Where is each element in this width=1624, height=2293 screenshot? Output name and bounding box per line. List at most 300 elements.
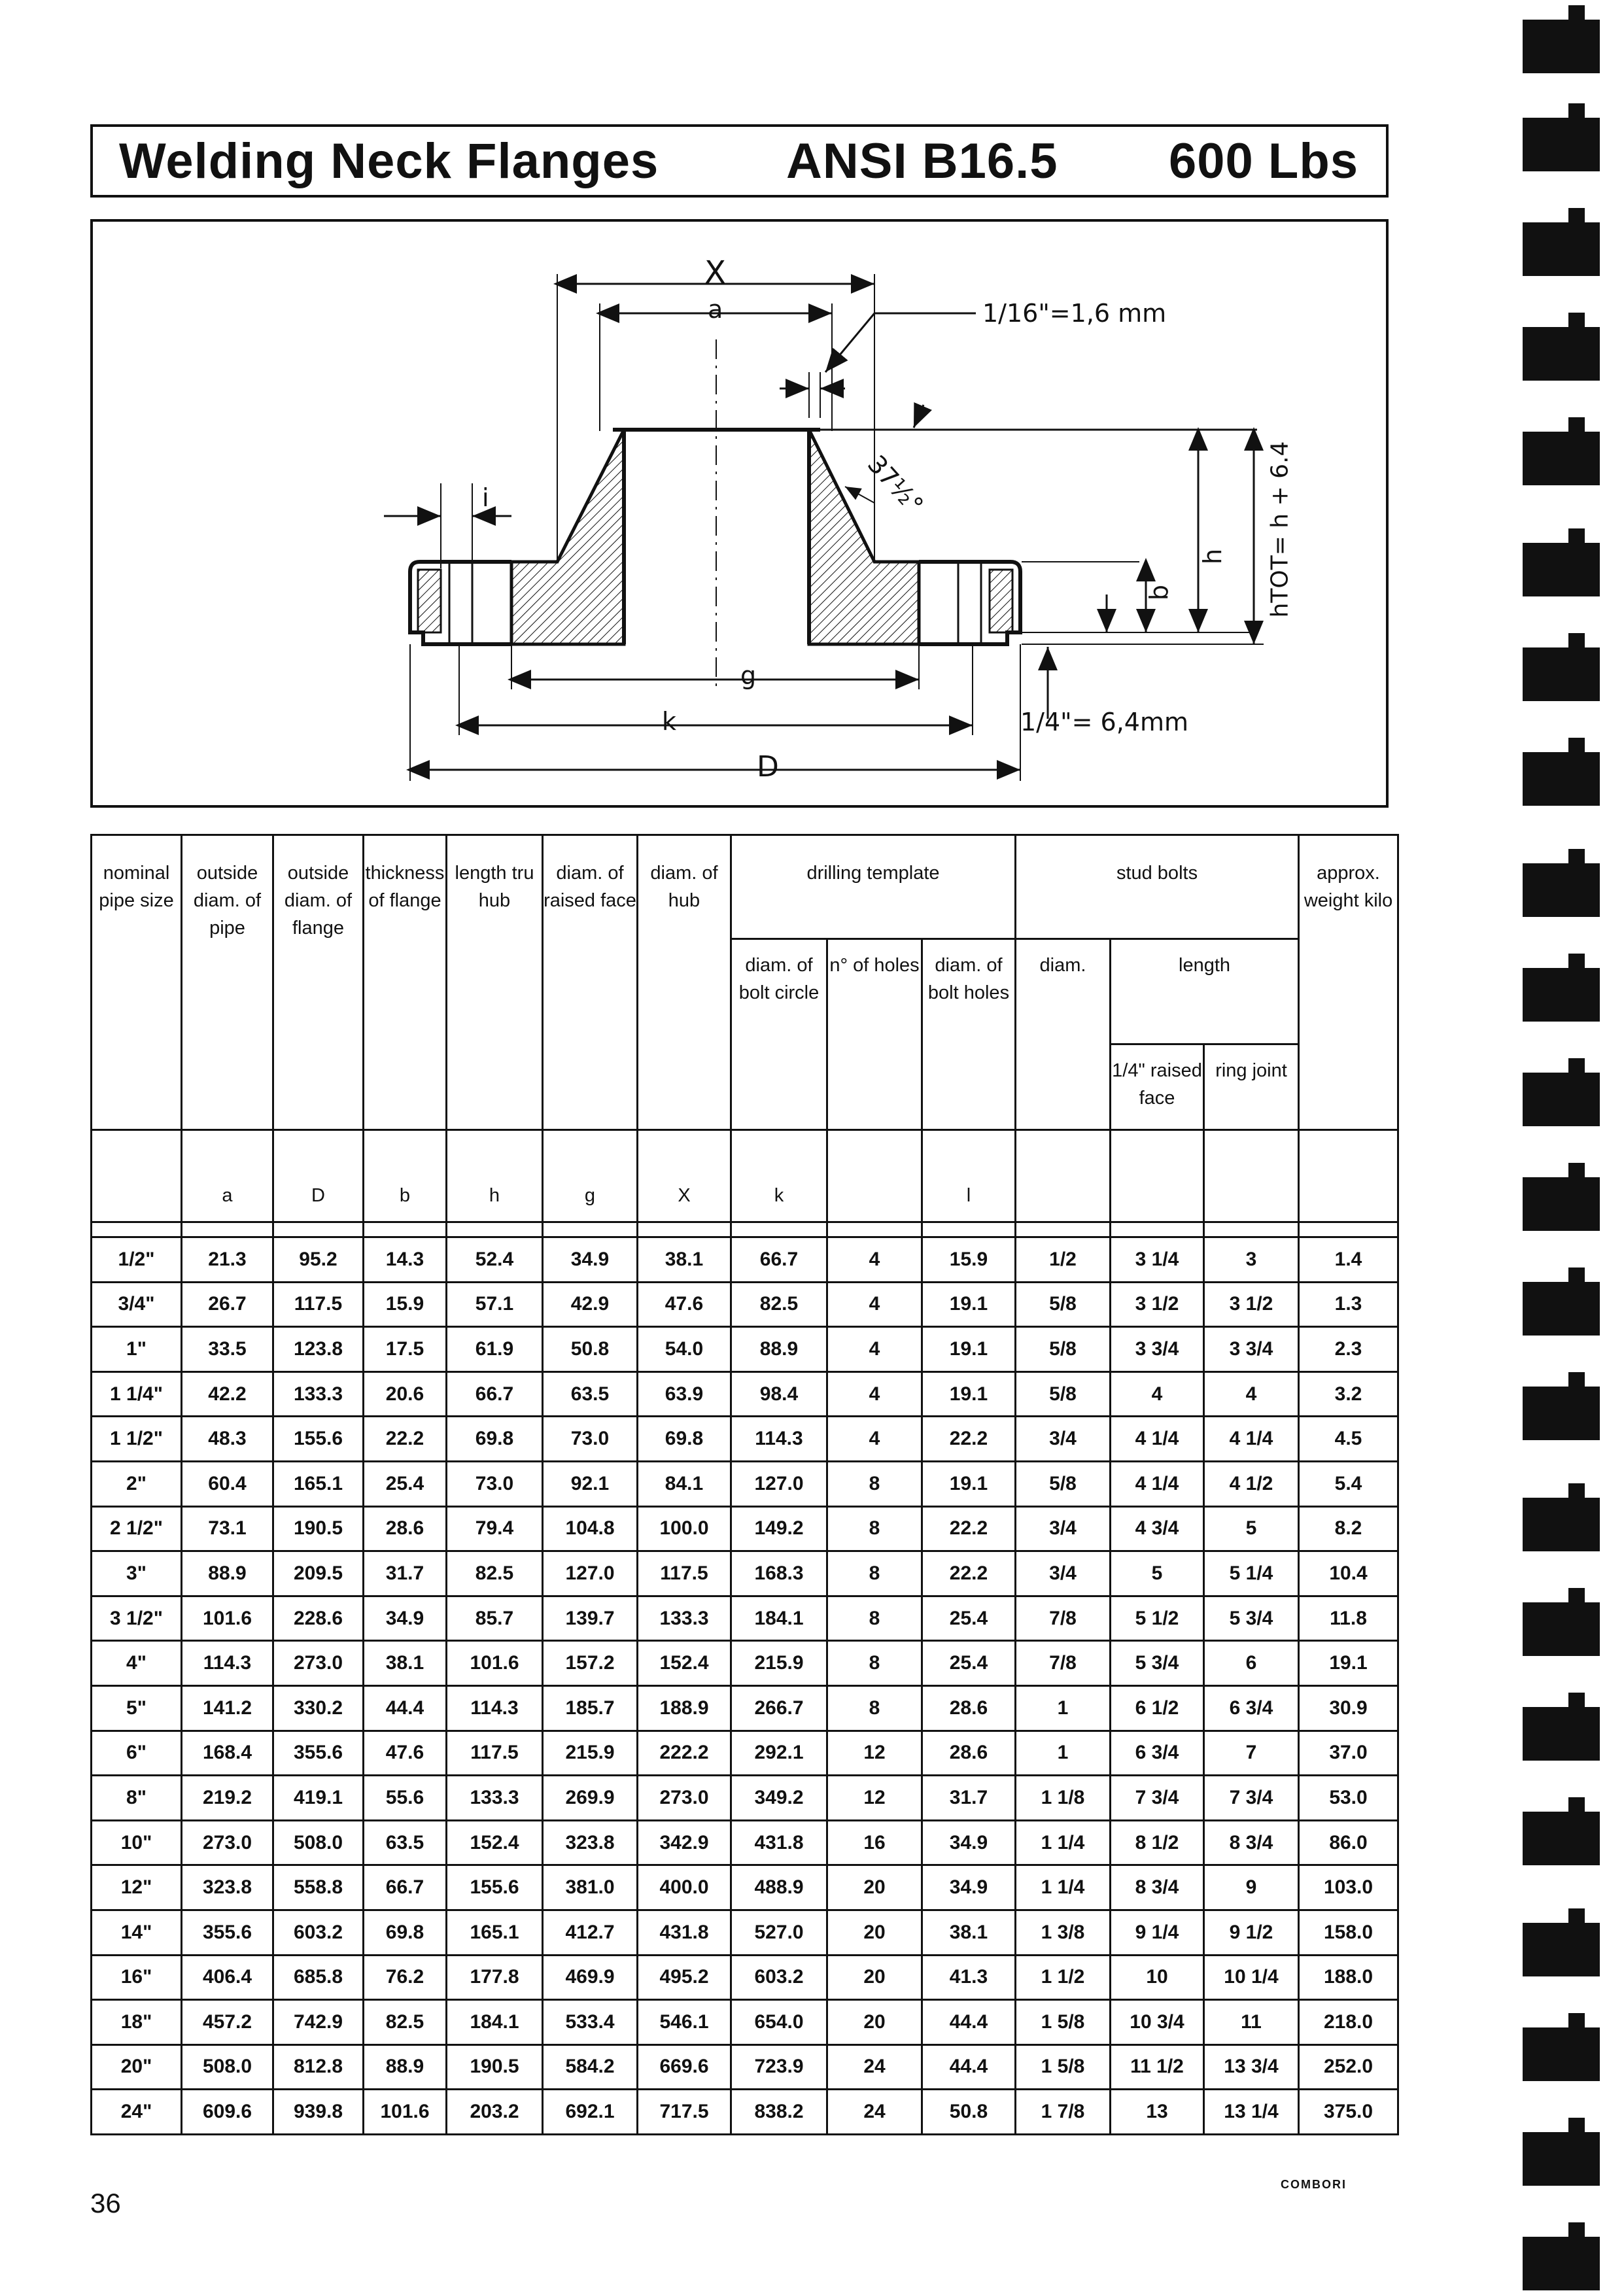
binder-ring bbox=[1523, 1498, 1600, 1551]
table-cell: 16" bbox=[92, 1955, 182, 2000]
binder-ring bbox=[1523, 1177, 1600, 1231]
label-k: k bbox=[662, 707, 677, 736]
table-cell: 133.3 bbox=[447, 1776, 543, 1821]
table-cell: 47.6 bbox=[364, 1731, 447, 1776]
table-cell: 1 1/2" bbox=[92, 1417, 182, 1462]
table-cell: 273.0 bbox=[638, 1776, 731, 1821]
table-cell: 7 3/4 bbox=[1111, 1776, 1204, 1821]
table-cell: 47.6 bbox=[638, 1282, 731, 1327]
table-cell: 10 1/4 bbox=[1204, 1955, 1299, 2000]
label-X: X bbox=[704, 254, 726, 291]
table-cell: 63.5 bbox=[364, 1820, 447, 1865]
table-cell: 1 bbox=[1016, 1685, 1111, 1731]
binder-ring bbox=[1523, 432, 1600, 485]
table-cell: 184.1 bbox=[447, 2000, 543, 2045]
binder-ring-tab bbox=[1568, 1588, 1585, 1608]
table-cell: 165.1 bbox=[447, 1910, 543, 1955]
binder-ring-tab bbox=[1568, 1372, 1585, 1392]
header-length: length bbox=[1111, 939, 1299, 1044]
table-cell: 18" bbox=[92, 2000, 182, 2045]
table-cell: 95.2 bbox=[273, 1237, 364, 1283]
table-cell: 8.2 bbox=[1299, 1506, 1398, 1551]
table-cell: 222.2 bbox=[638, 1731, 731, 1776]
dimension-letter bbox=[827, 1130, 922, 1222]
table-cell: 654.0 bbox=[731, 2000, 827, 2045]
table-cell: 31.7 bbox=[364, 1551, 447, 1596]
label-angle: 37½° bbox=[861, 449, 929, 520]
binder-ring bbox=[1523, 752, 1600, 806]
label-a: a bbox=[708, 295, 723, 324]
table-cell: 117.5 bbox=[273, 1282, 364, 1327]
table-row bbox=[92, 1910, 1398, 1955]
table-cell: 103.0 bbox=[1299, 1865, 1398, 1910]
table-cell: 149.2 bbox=[731, 1506, 827, 1551]
table-cell: 19.1 bbox=[922, 1327, 1016, 1372]
table-cell: 4 1/2 bbox=[1204, 1461, 1299, 1506]
table-cell: 273.0 bbox=[182, 1820, 273, 1865]
binder-ring bbox=[1523, 2027, 1600, 2081]
table-cell: 12" bbox=[92, 1865, 182, 1910]
spacer-cell bbox=[1016, 1222, 1111, 1237]
table-cell: 3/4 bbox=[1016, 1506, 1111, 1551]
table-cell: 50.8 bbox=[543, 1327, 638, 1372]
table-cell: 508.0 bbox=[273, 1820, 364, 1865]
table-row bbox=[92, 1596, 1398, 1641]
table-row bbox=[92, 1685, 1398, 1731]
table-cell: 50.8 bbox=[922, 2090, 1016, 2135]
header-stud-bolts: stud bolts bbox=[1016, 835, 1299, 939]
binder-edge bbox=[1523, 0, 1624, 2293]
table-cell: 5/8 bbox=[1016, 1282, 1111, 1327]
table-cell: 5" bbox=[92, 1685, 182, 1731]
table-cell: 1 5/8 bbox=[1016, 2044, 1111, 2090]
table-cell: 412.7 bbox=[543, 1910, 638, 1955]
table-cell: 5/8 bbox=[1016, 1371, 1111, 1417]
table-cell: 114.3 bbox=[447, 1685, 543, 1731]
binder-ring bbox=[1523, 2132, 1600, 2186]
table-cell: 24 bbox=[827, 2090, 922, 2135]
table-cell: 8" bbox=[92, 1776, 182, 1821]
table-cell: 215.9 bbox=[731, 1641, 827, 1686]
binder-ring bbox=[1523, 20, 1600, 73]
table-cell: 101.6 bbox=[182, 1596, 273, 1641]
table-cell: 34.9 bbox=[364, 1596, 447, 1641]
table-cell: 8 bbox=[827, 1685, 922, 1731]
binder-ring-tab bbox=[1568, 633, 1585, 653]
table-cell: 269.9 bbox=[543, 1776, 638, 1821]
table-cell: 4 bbox=[1111, 1371, 1204, 1417]
table-cell: 10 3/4 bbox=[1111, 2000, 1204, 2045]
binder-ring-tab bbox=[1568, 1058, 1585, 1078]
dimension-letter bbox=[1204, 1130, 1299, 1222]
table-cell: 723.9 bbox=[731, 2044, 827, 2090]
table-cell: 9 bbox=[1204, 1865, 1299, 1910]
table-cell: 11 bbox=[1204, 2000, 1299, 2045]
binder-ring-tab bbox=[1568, 208, 1585, 228]
dimension-letter bbox=[92, 1130, 182, 1222]
table-cell: 4 bbox=[827, 1327, 922, 1372]
table-cell: 1" bbox=[92, 1327, 182, 1372]
flange-dimensions-table bbox=[90, 834, 1399, 2135]
binder-ring-tab bbox=[1568, 1797, 1585, 1817]
table-cell: 8 3/4 bbox=[1204, 1820, 1299, 1865]
table-row bbox=[92, 2090, 1398, 2135]
table-cell: 5 3/4 bbox=[1204, 1596, 1299, 1641]
label-h: h bbox=[1198, 548, 1228, 565]
page-number: 36 bbox=[90, 2188, 121, 2218]
table-cell: 3/4 bbox=[1016, 1417, 1111, 1462]
table-cell: 838.2 bbox=[731, 2090, 827, 2135]
table-cell: 185.7 bbox=[543, 1685, 638, 1731]
table-cell: 603.2 bbox=[731, 1955, 827, 2000]
table-cell: 85.7 bbox=[447, 1596, 543, 1641]
table-cell: 1 5/8 bbox=[1016, 2000, 1111, 2045]
table-cell: 375.0 bbox=[1299, 2090, 1398, 2135]
table-cell: 168.4 bbox=[182, 1731, 273, 1776]
table-cell: 349.2 bbox=[731, 1776, 827, 1821]
table-cell: 38.1 bbox=[364, 1641, 447, 1686]
table-cell: 13 bbox=[1111, 2090, 1204, 2135]
table-cell: 41.3 bbox=[922, 1955, 1016, 2000]
table-cell: 11.8 bbox=[1299, 1596, 1398, 1641]
header-bolt-holes: diam. of bolt holes bbox=[922, 939, 1016, 1130]
spacer-cell bbox=[273, 1222, 364, 1237]
spacer-cell bbox=[364, 1222, 447, 1237]
table-cell: 92.1 bbox=[543, 1461, 638, 1506]
table-cell: 88.9 bbox=[364, 2044, 447, 2090]
table-row bbox=[92, 1371, 1398, 1417]
table-cell: 4 bbox=[827, 1371, 922, 1417]
binder-ring bbox=[1523, 543, 1600, 596]
table-cell: 6 3/4 bbox=[1111, 1731, 1204, 1776]
table-row bbox=[92, 1282, 1398, 1327]
table-cell: 8 bbox=[827, 1461, 922, 1506]
table-cell: 57.1 bbox=[447, 1282, 543, 1327]
table-cell: 25.4 bbox=[922, 1596, 1016, 1641]
table-cell: 355.6 bbox=[273, 1731, 364, 1776]
table-cell: 155.6 bbox=[447, 1865, 543, 1910]
header-raised-face-length: 1/4" raised face bbox=[1111, 1044, 1204, 1130]
table-cell: 127.0 bbox=[543, 1551, 638, 1596]
binder-ring bbox=[1523, 647, 1600, 701]
table-row bbox=[92, 2044, 1398, 2090]
table-cell: 1.4 bbox=[1299, 1237, 1398, 1283]
table-cell: 17.5 bbox=[364, 1327, 447, 1372]
table-cell: 22.2 bbox=[922, 1417, 1016, 1462]
spacer-row bbox=[92, 1222, 1398, 1237]
binder-ring bbox=[1523, 1073, 1600, 1126]
binder-ring bbox=[1523, 222, 1600, 276]
table-cell: 44.4 bbox=[922, 2044, 1016, 2090]
table-cell: 717.5 bbox=[638, 2090, 731, 2135]
table-cell: 3 1/4 bbox=[1111, 1237, 1204, 1283]
table-cell: 9 1/2 bbox=[1204, 1910, 1299, 1955]
table-cell: 66.7 bbox=[731, 1237, 827, 1283]
table-cell: 33.5 bbox=[182, 1327, 273, 1372]
table-cell: 82.5 bbox=[364, 2000, 447, 2045]
table-cell: 400.0 bbox=[638, 1865, 731, 1910]
table-cell: 4 bbox=[827, 1417, 922, 1462]
table-cell: 127.0 bbox=[731, 1461, 827, 1506]
label-g: g bbox=[740, 661, 757, 690]
table-cell: 117.5 bbox=[447, 1731, 543, 1776]
table-cell: 19.1 bbox=[922, 1461, 1016, 1506]
table-cell: 939.8 bbox=[273, 2090, 364, 2135]
table-cell: 101.6 bbox=[364, 2090, 447, 2135]
table-cell: 25.4 bbox=[922, 1641, 1016, 1686]
table-cell: 558.8 bbox=[273, 1865, 364, 1910]
table-cell: 52.4 bbox=[447, 1237, 543, 1283]
table-cell: 19.1 bbox=[1299, 1641, 1398, 1686]
table-cell: 6 3/4 bbox=[1204, 1685, 1299, 1731]
dimension-letter bbox=[1299, 1130, 1398, 1222]
table-cell: 669.6 bbox=[638, 2044, 731, 2090]
binder-ring bbox=[1523, 1923, 1600, 1976]
table-cell: 11 1/2 bbox=[1111, 2044, 1204, 2090]
table-cell: 190.5 bbox=[273, 1506, 364, 1551]
table-cell: 292.1 bbox=[731, 1731, 827, 1776]
table-cell: 1 1/8 bbox=[1016, 1776, 1111, 1821]
table-cell: 457.2 bbox=[182, 2000, 273, 2045]
table-cell: 13 1/4 bbox=[1204, 2090, 1299, 2135]
table-cell: 4 bbox=[1204, 1371, 1299, 1417]
spacer-cell bbox=[182, 1222, 273, 1237]
table-cell: 34.9 bbox=[922, 1820, 1016, 1865]
table-cell: 3 3/4 bbox=[1204, 1327, 1299, 1372]
table-cell: 8 1/2 bbox=[1111, 1820, 1204, 1865]
table-cell: 5 bbox=[1204, 1506, 1299, 1551]
table-cell: 28.6 bbox=[922, 1685, 1016, 1731]
table-cell: 188.0 bbox=[1299, 1955, 1398, 2000]
table-cell: 22.2 bbox=[364, 1417, 447, 1462]
table-cell: 469.9 bbox=[543, 1955, 638, 2000]
table-cell: 10 bbox=[1111, 1955, 1204, 2000]
spacer-cell bbox=[543, 1222, 638, 1237]
table-cell: 495.2 bbox=[638, 1955, 731, 2000]
table-cell: 21.3 bbox=[182, 1237, 273, 1283]
spacer-cell bbox=[447, 1222, 543, 1237]
table-cell: 7 bbox=[1204, 1731, 1299, 1776]
title-product: Welding Neck Flanges bbox=[119, 133, 659, 189]
table-cell: 209.5 bbox=[273, 1551, 364, 1596]
table-body bbox=[92, 1222, 1398, 2135]
table-row bbox=[92, 1865, 1398, 1910]
table-cell: 742.9 bbox=[273, 2000, 364, 2045]
binder-ring-tab bbox=[1568, 313, 1585, 332]
table-cell: 4.5 bbox=[1299, 1417, 1398, 1462]
label-tolerance: 1/16"=1,6 mm bbox=[982, 299, 1167, 328]
table-cell: 7/8 bbox=[1016, 1641, 1111, 1686]
table-cell: 117.5 bbox=[638, 1551, 731, 1596]
table-cell: 66.7 bbox=[364, 1865, 447, 1910]
binder-ring bbox=[1523, 1707, 1600, 1761]
spacer-cell bbox=[638, 1222, 731, 1237]
table-cell: 12 bbox=[827, 1731, 922, 1776]
table-cell: 37.0 bbox=[1299, 1731, 1398, 1776]
table-cell: 5 1/2 bbox=[1111, 1596, 1204, 1641]
table-cell: 1 bbox=[1016, 1731, 1111, 1776]
table-cell: 8 3/4 bbox=[1111, 1865, 1204, 1910]
publisher-logo: COMBORI bbox=[1281, 2178, 1347, 2191]
table-cell: 3 1/2 bbox=[1111, 1282, 1204, 1327]
table-cell: 342.9 bbox=[638, 1820, 731, 1865]
table-cell: 152.4 bbox=[638, 1641, 731, 1686]
spacer-cell bbox=[1111, 1222, 1204, 1237]
dimension-letter: D bbox=[273, 1130, 364, 1222]
table-cell: 3 3/4 bbox=[1111, 1327, 1204, 1372]
table-cell: 44.4 bbox=[364, 1685, 447, 1731]
binder-ring-tab bbox=[1568, 2118, 1585, 2137]
label-b: b bbox=[1145, 584, 1174, 601]
table-cell: 26.7 bbox=[182, 1282, 273, 1327]
header-ring-joint: ring joint bbox=[1204, 1044, 1299, 1130]
binder-ring bbox=[1523, 968, 1600, 1022]
table-cell: 692.1 bbox=[543, 2090, 638, 2135]
table-cell: 685.8 bbox=[273, 1955, 364, 2000]
dimension-letter: l bbox=[922, 1130, 1016, 1222]
table-cell: 546.1 bbox=[638, 2000, 731, 2045]
table-cell: 34.9 bbox=[543, 1237, 638, 1283]
dimension-letter: h bbox=[447, 1130, 543, 1222]
spacer-cell bbox=[827, 1222, 922, 1237]
table-cell: 54.0 bbox=[638, 1327, 731, 1372]
table-cell: 1/2 bbox=[1016, 1237, 1111, 1283]
table-cell: 184.1 bbox=[731, 1596, 827, 1641]
table-cell: 381.0 bbox=[543, 1865, 638, 1910]
table-cell: 2" bbox=[92, 1461, 182, 1506]
table-cell: 60.4 bbox=[182, 1461, 273, 1506]
table-cell: 1 1/4" bbox=[92, 1371, 182, 1417]
table-cell: 55.6 bbox=[364, 1776, 447, 1821]
table-cell: 16 bbox=[827, 1820, 922, 1865]
table-row bbox=[92, 1237, 1398, 1283]
binder-ring-tab bbox=[1568, 2222, 1585, 2242]
table-cell: 69.8 bbox=[364, 1910, 447, 1955]
table-cell: 1 1/2 bbox=[1016, 1955, 1111, 2000]
table-cell: 8 bbox=[827, 1596, 922, 1641]
table-cell: 7/8 bbox=[1016, 1596, 1111, 1641]
table-cell: 76.2 bbox=[364, 1955, 447, 2000]
table-cell: 12 bbox=[827, 1776, 922, 1821]
table-row bbox=[92, 1641, 1398, 1686]
table-cell: 603.2 bbox=[273, 1910, 364, 1955]
table-cell: 88.9 bbox=[182, 1551, 273, 1596]
table-cell: 79.4 bbox=[447, 1506, 543, 1551]
table-cell: 6 1/2 bbox=[1111, 1685, 1204, 1731]
table-cell: 6 bbox=[1204, 1641, 1299, 1686]
table-cell: 24 bbox=[827, 2044, 922, 2090]
table-cell: 488.9 bbox=[731, 1865, 827, 1910]
table-cell: 86.0 bbox=[1299, 1820, 1398, 1865]
binder-ring-tab bbox=[1568, 1267, 1585, 1287]
table-cell: 2.3 bbox=[1299, 1327, 1398, 1372]
table-cell: 28.6 bbox=[364, 1506, 447, 1551]
table-cell: 6" bbox=[92, 1731, 182, 1776]
dimension-letters-row bbox=[92, 1130, 1398, 1222]
table-cell: 1 7/8 bbox=[1016, 2090, 1111, 2135]
binder-ring-tab bbox=[1568, 1163, 1585, 1182]
table-row bbox=[92, 1776, 1398, 1821]
table-cell: 53.0 bbox=[1299, 1776, 1398, 1821]
table-cell: 4 3/4 bbox=[1111, 1506, 1204, 1551]
binder-ring bbox=[1523, 2237, 1600, 2290]
table-cell: 1.3 bbox=[1299, 1282, 1398, 1327]
table-row bbox=[92, 1820, 1398, 1865]
table-cell: 2 1/2" bbox=[92, 1506, 182, 1551]
table-cell: 42.9 bbox=[543, 1282, 638, 1327]
title-standard: ANSI B16.5 bbox=[786, 133, 1058, 189]
table-cell: 158.0 bbox=[1299, 1910, 1398, 1955]
table-cell: 22.2 bbox=[922, 1506, 1016, 1551]
table-cell: 5 3/4 bbox=[1111, 1641, 1204, 1686]
table-cell: 1 3/8 bbox=[1016, 1910, 1111, 1955]
table-cell: 355.6 bbox=[182, 1910, 273, 1955]
table-cell: 5/8 bbox=[1016, 1461, 1111, 1506]
label-raised-face-note: 1/4"= 6,4mm bbox=[1020, 708, 1189, 736]
table-cell: 133.3 bbox=[273, 1371, 364, 1417]
table-cell: 28.6 bbox=[922, 1731, 1016, 1776]
label-htot: hTOT= h + 6.4 bbox=[1266, 441, 1294, 618]
table-cell: 609.6 bbox=[182, 2090, 273, 2135]
table-cell: 139.7 bbox=[543, 1596, 638, 1641]
table-cell: 4 1/4 bbox=[1204, 1417, 1299, 1462]
table-cell: 20.6 bbox=[364, 1371, 447, 1417]
table-cell: 584.2 bbox=[543, 2044, 638, 2090]
table-cell: 88.9 bbox=[731, 1327, 827, 1372]
table-cell: 527.0 bbox=[731, 1910, 827, 1955]
table-cell: 98.4 bbox=[731, 1371, 827, 1417]
table-cell: 15.9 bbox=[364, 1282, 447, 1327]
table-cell: 3 1/2 bbox=[1204, 1282, 1299, 1327]
table-cell: 5/8 bbox=[1016, 1327, 1111, 1372]
header-drilling-template: drilling template bbox=[731, 835, 1016, 939]
table-cell: 25.4 bbox=[364, 1461, 447, 1506]
table-cell: 10" bbox=[92, 1820, 182, 1865]
table-cell: 73.0 bbox=[543, 1417, 638, 1462]
table-row bbox=[92, 2000, 1398, 2045]
table-cell: 10.4 bbox=[1299, 1551, 1398, 1596]
table-cell: 24" bbox=[92, 2090, 182, 2135]
binder-ring-tab bbox=[1568, 2013, 1585, 2033]
table-cell: 152.4 bbox=[447, 1820, 543, 1865]
table-cell: 330.2 bbox=[273, 1685, 364, 1731]
table-cell: 1 1/4 bbox=[1016, 1865, 1111, 1910]
table-cell: 5 1/4 bbox=[1204, 1551, 1299, 1596]
table-cell: 31.7 bbox=[922, 1776, 1016, 1821]
table-cell: 38.1 bbox=[638, 1237, 731, 1283]
table-row bbox=[92, 1551, 1398, 1596]
table-cell: 9 1/4 bbox=[1111, 1910, 1204, 1955]
table-cell: 533.4 bbox=[543, 2000, 638, 2045]
binder-ring-tab bbox=[1568, 1908, 1585, 1928]
table-cell: 63.9 bbox=[638, 1371, 731, 1417]
binder-ring-tab bbox=[1568, 954, 1585, 973]
table-cell: 177.8 bbox=[447, 1955, 543, 2000]
table-cell: 3/4" bbox=[92, 1282, 182, 1327]
table-cell: 3" bbox=[92, 1551, 182, 1596]
binder-ring bbox=[1523, 863, 1600, 917]
table-cell: 73.0 bbox=[447, 1461, 543, 1506]
table-cell: 69.8 bbox=[638, 1417, 731, 1462]
table-cell: 14" bbox=[92, 1910, 182, 1955]
table-cell: 14.3 bbox=[364, 1237, 447, 1283]
table-cell: 203.2 bbox=[447, 2090, 543, 2135]
table-cell: 252.0 bbox=[1299, 2044, 1398, 2090]
header-num-holes: n° of holes bbox=[827, 939, 922, 1130]
spacer-cell bbox=[1204, 1222, 1299, 1237]
header-hub: diam. of hub bbox=[638, 835, 731, 1130]
table-cell: 508.0 bbox=[182, 2044, 273, 2090]
